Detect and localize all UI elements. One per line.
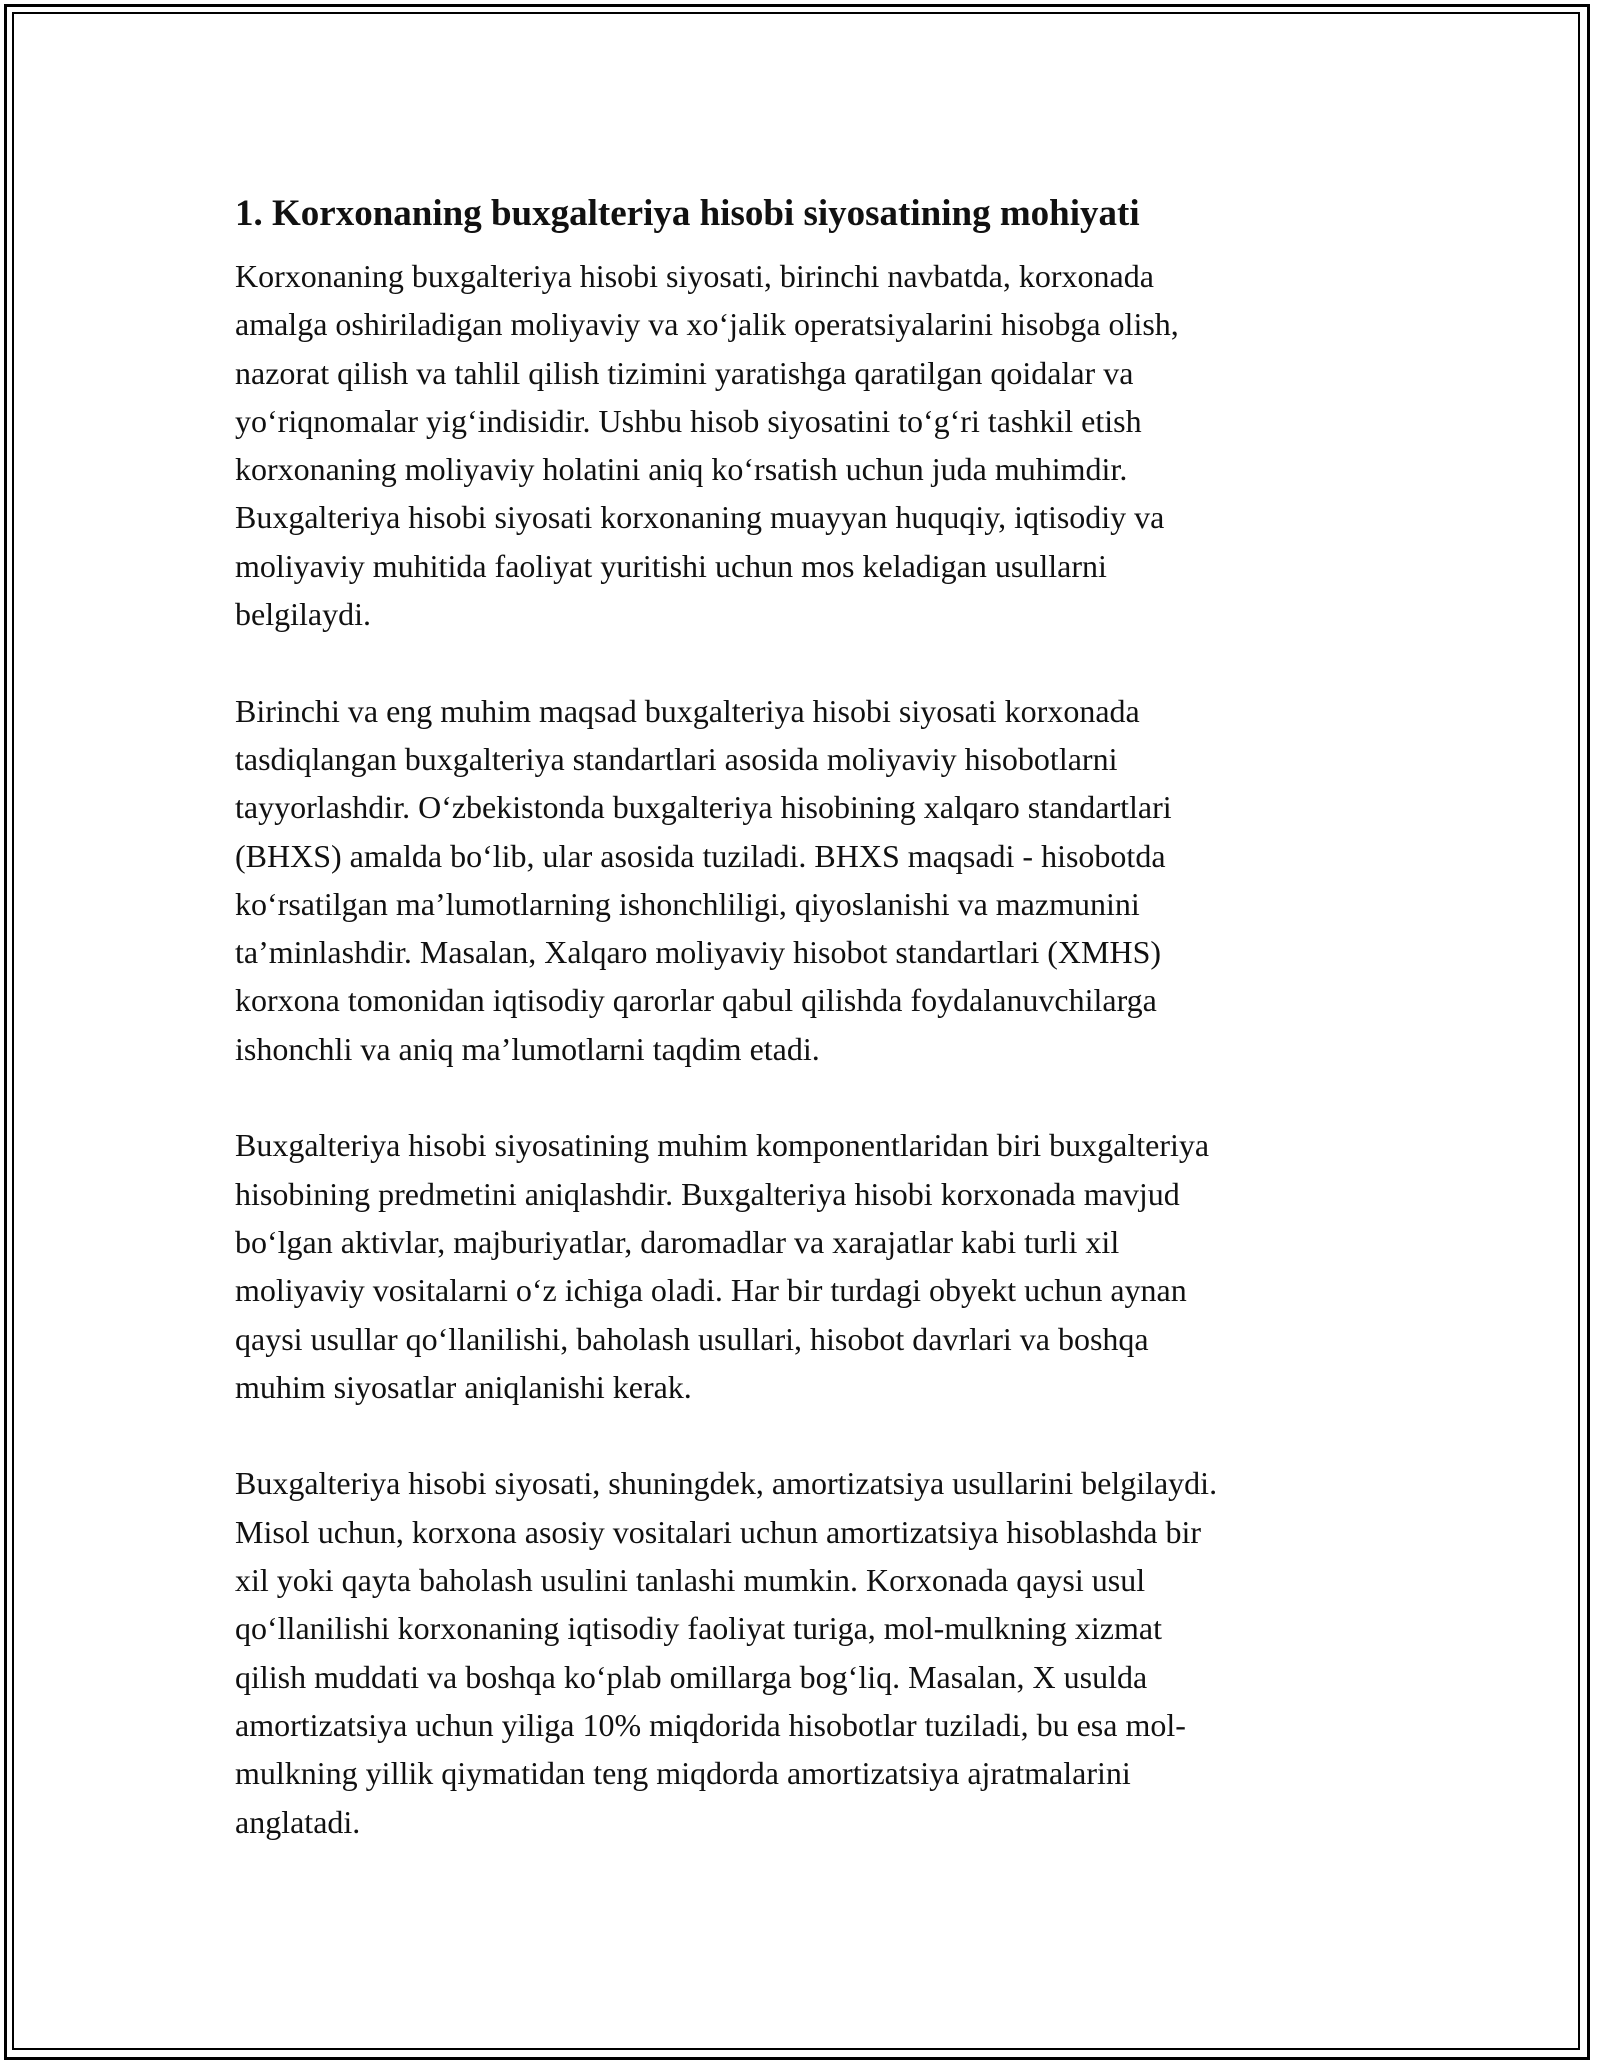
paragraph-2: Birinchi va eng muhim maqsad buxgalteriya hisobi siyosati korxonada tasdiqlangan buxgalteriya standartlari asosida moliyaviy hisobotlarni tayyorlashdir. O‘zbekistonda buxgalteriya hisobining xalqaro standartlari (BHXS) amalda bo‘lib, ular asosida tuziladi. BHXS maqsadi - hisobotda ko‘rsatilgan ma’lumotlarning ishonchliligi, qiyoslanishi va mazmunini ta’minlashdir. Masalan, Xalqaro moliyaviy hisobot standartlari (XMHS) korxona tomonidan iqtisodiy qarorlar qabul qilishda foydalanuvchilarga ishonchli va aniq ma’lumotlarni taqdim etadi. <box>235 692 1172 1067</box>
document-body <box>235 186 1375 1894</box>
paragraph-4: Buxgalteriya hisobi siyosati, shuningdek, amortizatsiya usullarini belgilaydi. Misol uchun, korxona asosiy vositalari uchun amortizatsiya hisoblashda bir xil yoki qayta baholash usulini tanlashi mumkin. Korxonada qaysi usul qo‘llanilishi korxonaning iqtisodiy faoliyat turiga, mol-mulkning xizmat qilish muddati va boshqa ko‘plab omillarga bog‘liq. Masalan, X usulda amortizatsiya uchun yiliga 10% miqdorida hisobotlar tuziladi, bu esa mol- mulkning yillik qiymatidan teng miqdorda amortizatsiya ajratmalarini anglatadi. <box>235 1465 1218 1840</box>
document-title: 1. Korxonaning buxgalteriya hisobi siyosatining mohiyati <box>235 193 1140 234</box>
paragraph-1: Korxonaning buxgalteriya hisobi siyosati, birinchi navbatda, korxonada amalga oshiriladigan moliyaviy va xo‘jalik operatsiyalarini hisobga olish, nazorat qilish va tahlil qilish tizimini yaratishga qaratilgan qoidalar va yo‘riqnomalar yig‘indisidir. Ushbu hisob siyosatini to‘g‘ri tashkil etish korxonaning moliyaviy holatini aniq ko‘rsatish uchun juda muhimdir. Buxgalteriya hisobi siyosati korxonaning muayyan huquqiy, iqtisodiy va moliyaviy muhitida faoliyat yuritishi uchun mos keladigan usullarni belgilaydi. <box>235 258 1179 633</box>
paragraph-3: Buxgalteriya hisobi siyosatining muhim komponentlaridan biri buxgalteriya hisobining predmetini aniqlashdir. Buxgalteriya hisobi korxonada mavjud bo‘lgan aktivlar, majburiyatlar, daromadlar va xarajatlar kabi turli xil moliyaviy vositalarni o‘z ichiga oladi. Har bir turdagi obyekt uchun aynan qaysi usullar qo‘llanilishi, baholash usullari, hisobot davrlari va boshqa muhim siyosatlar aniqlanishi kerak. <box>235 1127 1210 1405</box>
